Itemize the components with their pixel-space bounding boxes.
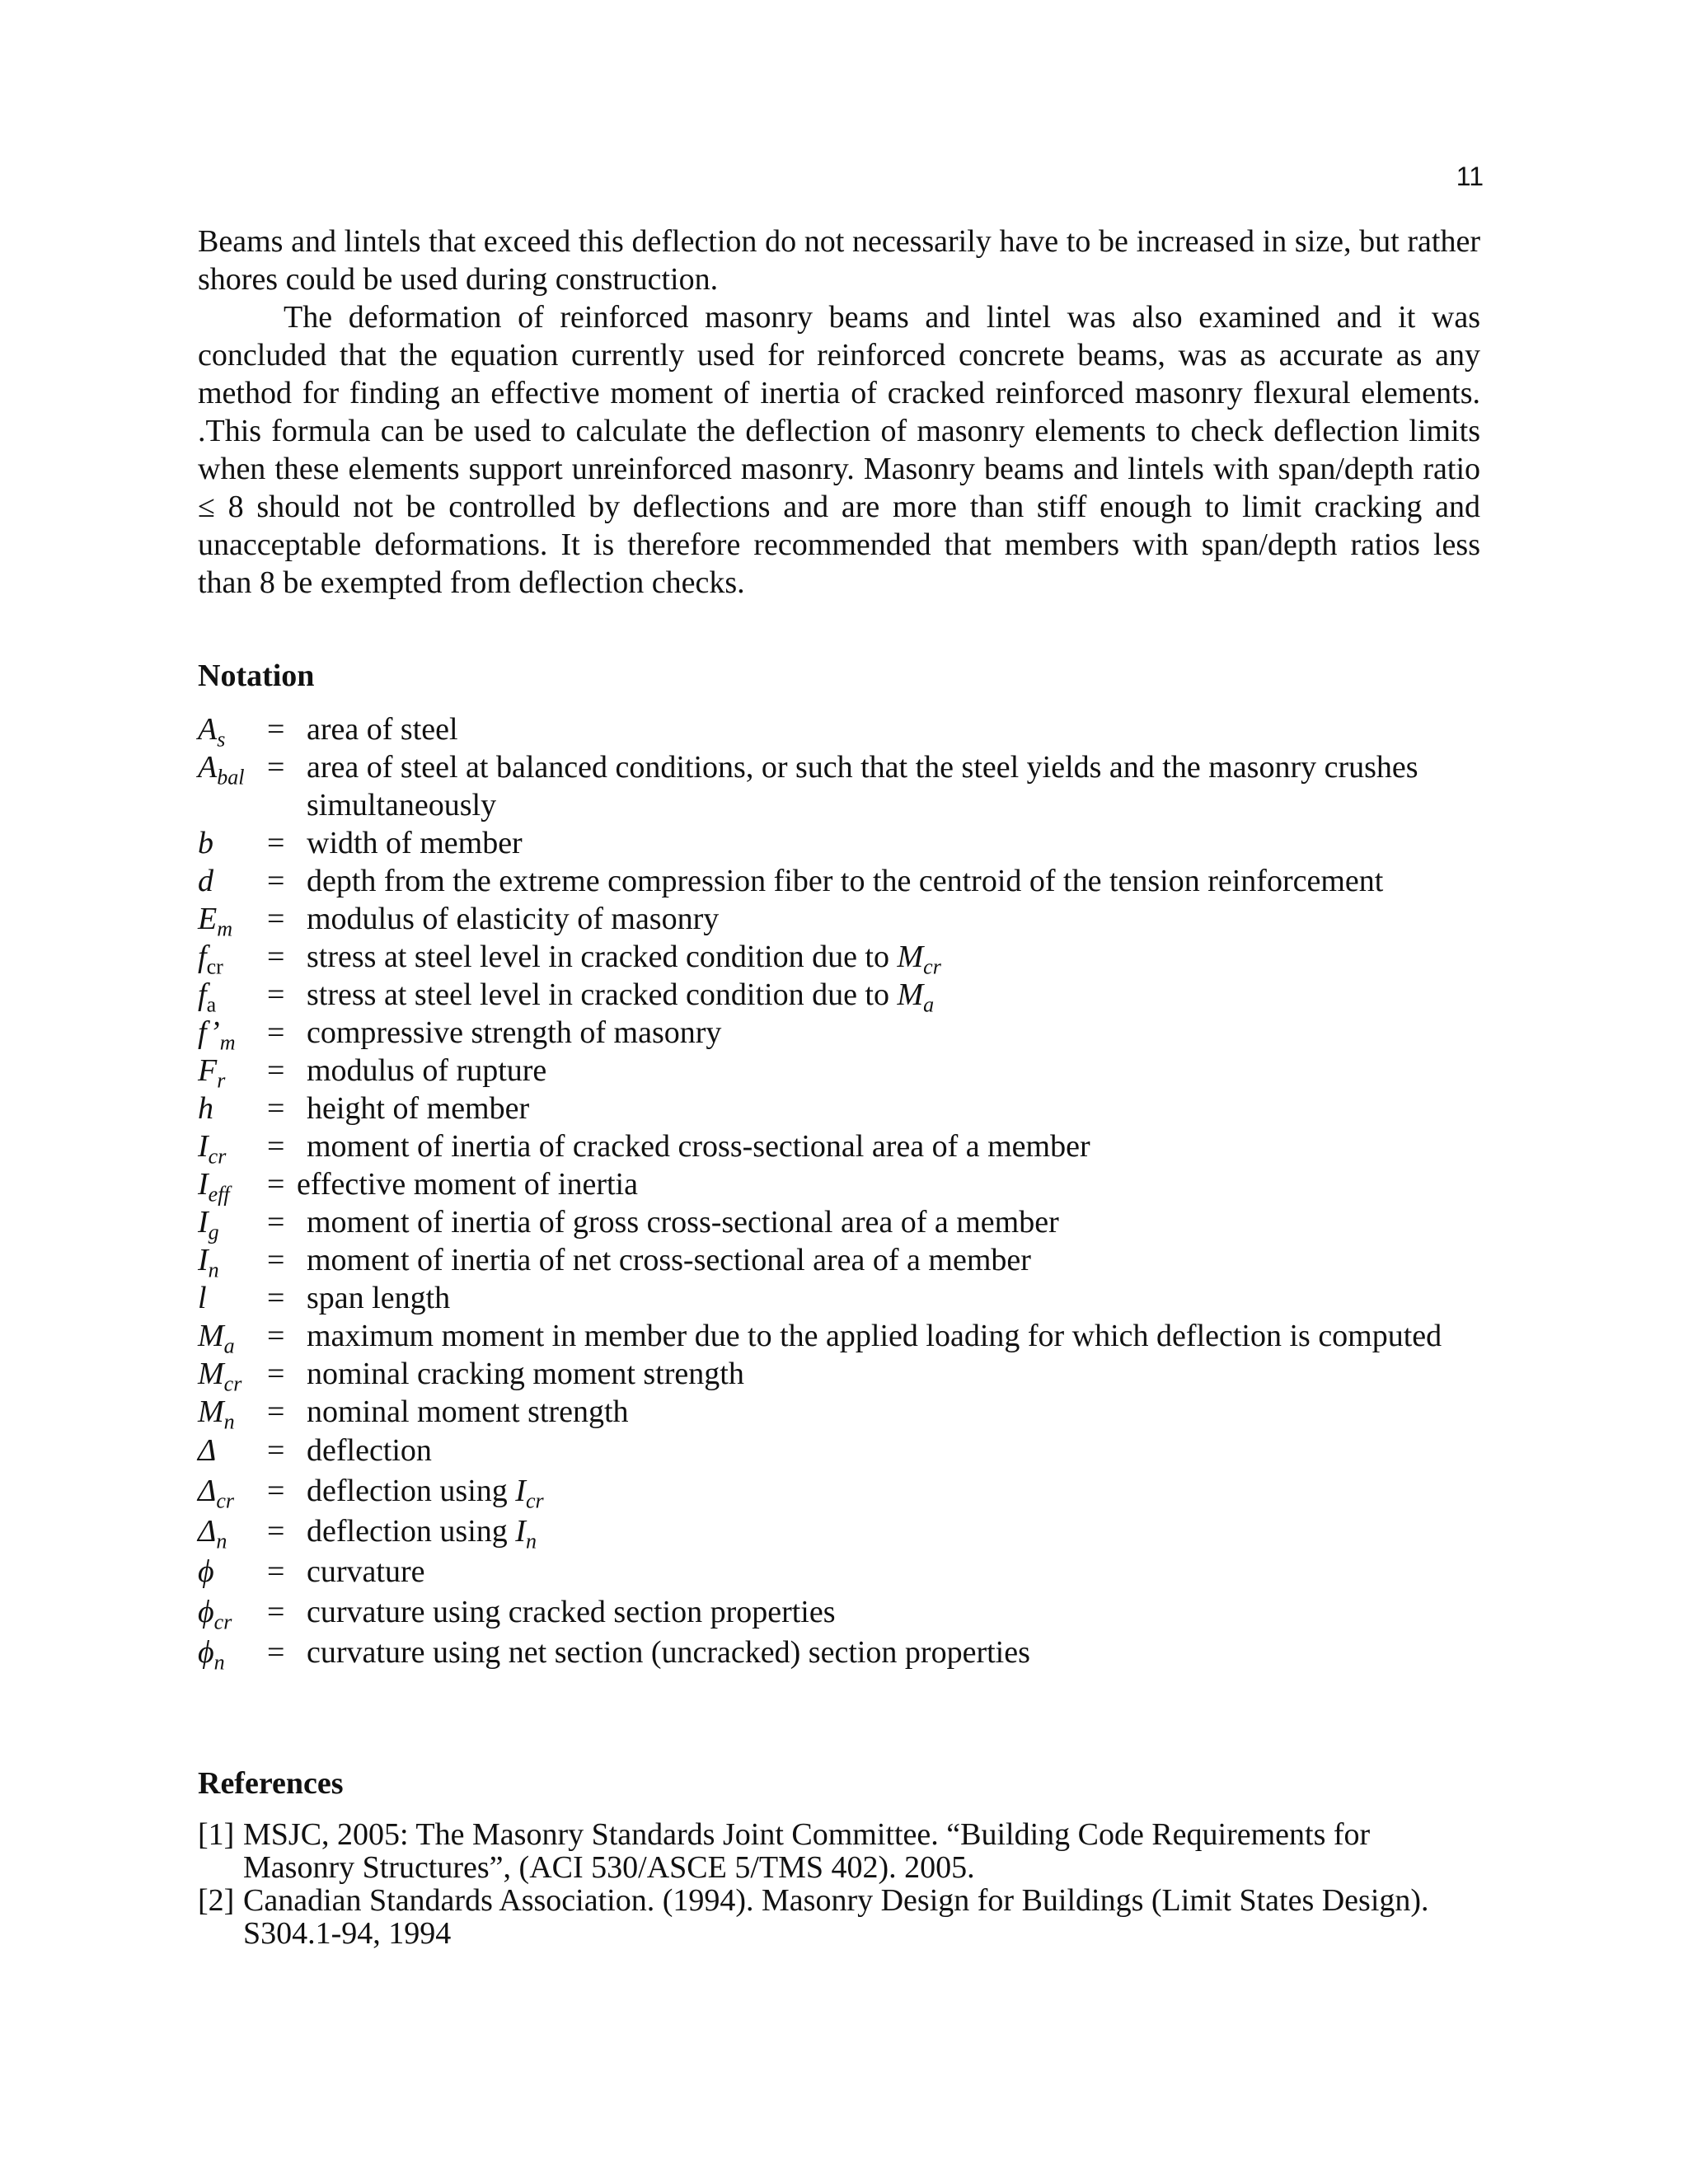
- notation-definition: stress at steel level in cracked condition due to $M_{cr}$: [307, 940, 941, 979]
- notation-definition: area of steel: [307, 712, 458, 747]
- notation-definition: deflection using $I_n$: [307, 1514, 537, 1554]
- notation-entry: [198, 1633, 1492, 1673]
- notation-entry: [198, 1511, 1492, 1552]
- equals-sign: =: [267, 1554, 285, 1589]
- notation-list: [198, 710, 1492, 1673]
- notation-definition: depth from the extreme compression fiber to the centroid of the tension reinforcement: [307, 864, 1384, 898]
- notation-symbol: Δ: [198, 1433, 217, 1468]
- notation-symbol: $f_{cr}$: [198, 940, 223, 979]
- reference-text: MSJC, 2005: The Masonry Standards Joint Committee. “Building Code Requirements for Masonry Structures”, (ACI 530/ASCE 5/TMS 402). 2005.: [243, 1817, 1371, 1885]
- notation-definition: width of member: [307, 826, 523, 860]
- notation-definition: area of steel at balanced conditions, or such that the steel yields and the masonry crushes simultaneously: [307, 750, 1418, 823]
- notation-symbol: $M_a$: [198, 1319, 235, 1358]
- notation-entry: [198, 748, 1492, 824]
- reference-number: [2]: [198, 1883, 235, 1918]
- equals-sign: =: [267, 712, 285, 747]
- reference-list: [198, 1818, 1484, 1950]
- notation-definition: compressive strength of masonry: [307, 1015, 722, 1050]
- notation-definition: modulus of elasticity of masonry: [307, 902, 720, 936]
- notation-definition: maximum moment in member due to the applied loading for which deflection is computed: [307, 1319, 1442, 1353]
- notation-symbol: $M_n$: [198, 1394, 235, 1434]
- notation-entry: [198, 1279, 1492, 1317]
- references-heading: References: [198, 1766, 344, 1801]
- notation-definition: stress at steel level in cracked condition due to $M_a$: [307, 977, 935, 1017]
- notation-definition: deflection using $I_{cr}$: [307, 1474, 544, 1513]
- notation-symbol: $\Delta_n$: [198, 1514, 227, 1554]
- notation-symbol: $\phi_n$: [198, 1635, 225, 1675]
- notation-definition: nominal moment strength: [307, 1394, 629, 1429]
- notation-definition: nominal cracking moment strength: [307, 1357, 744, 1391]
- notation-entry: [198, 1317, 1492, 1358]
- paragraph: The deformation of reinforced masonry beams and lintel was also examined and it was concluded that the equation currently used for reinforced concrete beams, was as accurate as any method for finding an effective moment of inertia of cracked reinforced masonry flexural elements. .This formula can be used to calculate the deflection of masonry elements to check deflection limits when these elements support unreinforced masonry. Masonry beams and lintels with span/depth ratio ≤ 8 should not be controlled by deflections and are more than stiff enough to limit cracking and unacceptable deformations. It is therefore recommended that members with span/depth ratios less than 8 be exempted from deflection checks.: [198, 300, 1480, 600]
- equals-sign: =: [267, 826, 285, 860]
- equals-sign: =: [267, 902, 285, 936]
- notation-symbol: d: [198, 864, 213, 898]
- equals-sign: =: [267, 1635, 285, 1670]
- notation-entry: [198, 1355, 1492, 1396]
- page-number: 11: [1456, 162, 1484, 191]
- notation-symbol: $F_r$: [198, 1053, 226, 1093]
- equals-sign: =: [267, 977, 285, 1012]
- equals-sign: =: [267, 1474, 285, 1508]
- notation-entry: [198, 1014, 1492, 1055]
- equals-sign: =: [267, 1319, 285, 1353]
- equals-sign: =: [267, 1357, 285, 1391]
- equals-sign: =: [267, 1433, 285, 1468]
- notation-symbol: $M_{cr}$: [198, 1357, 242, 1396]
- equals-sign: =: [267, 864, 285, 898]
- notation-symbol: $\Delta_{cr}$: [198, 1474, 234, 1513]
- notation-entry: [198, 1127, 1492, 1169]
- reference-item: [198, 1884, 1484, 1950]
- reference-number: [1]: [198, 1817, 235, 1852]
- notation-definition: span length: [307, 1281, 451, 1315]
- notation-entry: [198, 1393, 1492, 1434]
- notation-entry: [198, 1203, 1492, 1244]
- notation-heading: Notation: [198, 658, 315, 693]
- equals-sign: =: [267, 750, 285, 785]
- notation-definition: moment of inertia of net cross-sectional area of a member: [307, 1243, 1031, 1277]
- notation-symbol: $A_{bal}$: [198, 750, 245, 790]
- notation-symbol: $I_{eff}$: [198, 1167, 230, 1207]
- notation-definition: moment of inertia of cracked cross-sectional area of a member: [307, 1129, 1090, 1164]
- notation-entry: [198, 824, 1492, 862]
- notation-definition: height of member: [307, 1091, 530, 1126]
- equals-sign: =: [267, 1394, 285, 1429]
- notation-entry: [198, 862, 1492, 900]
- paragraph: Beams and lintels that exceed this deflection do not necessarily have to be increased in size, but rather shores could be used during construction.: [198, 224, 1480, 297]
- notation-symbol: $f_a$: [198, 977, 217, 1017]
- notation-symbol: l: [198, 1281, 207, 1315]
- equals-sign: =: [267, 1167, 285, 1202]
- equals-sign: =: [267, 1205, 285, 1240]
- notation-symbol: b: [198, 826, 213, 860]
- equals-sign: =: [267, 1015, 285, 1050]
- notation-definition: curvature using net section (uncracked) section properties: [307, 1635, 1030, 1670]
- reference-item: [198, 1818, 1484, 1884]
- equals-sign: =: [267, 1053, 285, 1088]
- notation-symbol: $E_m$: [198, 902, 232, 941]
- notation-definition: moment of inertia of gross cross-sectional area of a member: [307, 1205, 1059, 1240]
- notation-entry: [198, 938, 1492, 979]
- notation-symbol: ϕ: [198, 1554, 214, 1589]
- notation-entry: [198, 900, 1492, 941]
- notation-entry: [198, 1552, 1492, 1592]
- equals-sign: =: [267, 1281, 285, 1315]
- notation-symbol: $A_s$: [198, 712, 226, 752]
- notation-entry: [198, 710, 1492, 752]
- notation-entry: [198, 1241, 1492, 1282]
- notation-entry: [198, 1165, 1492, 1207]
- notation-symbol: $I_{cr}$: [198, 1129, 227, 1169]
- equals-sign: =: [267, 1129, 285, 1164]
- notation-symbol: $\phi_{cr}$: [198, 1595, 232, 1634]
- notation-symbol: $I_n$: [198, 1243, 219, 1282]
- equals-sign: =: [267, 940, 285, 974]
- notation-definition: curvature: [307, 1554, 425, 1589]
- notation-definition: effective moment of inertia: [297, 1167, 638, 1202]
- notation-definition: curvature using cracked section properties: [307, 1595, 836, 1629]
- reference-text: Canadian Standards Association. (1994). Masonry Design for Buildings (Limit States Design). S304.1-94, 1994: [243, 1883, 1429, 1951]
- equals-sign: =: [267, 1243, 285, 1277]
- notation-definition: deflection: [307, 1433, 432, 1468]
- notation-symbol: $f’_m$: [198, 1015, 236, 1055]
- notation-entry: [198, 1592, 1492, 1633]
- notation-definition: modulus of rupture: [307, 1053, 547, 1088]
- notation-symbol: $I_g$: [198, 1205, 219, 1244]
- equals-sign: =: [267, 1091, 285, 1126]
- notation-entry: [198, 1471, 1492, 1511]
- equals-sign: =: [267, 1514, 285, 1549]
- body-text: [198, 223, 1480, 602]
- equals-sign: =: [267, 1595, 285, 1629]
- notation-entry: [198, 1052, 1492, 1093]
- notation-symbol: h: [198, 1091, 213, 1126]
- notation-entry: [198, 976, 1492, 1017]
- notation-entry: [198, 1090, 1492, 1127]
- notation-entry: [198, 1431, 1492, 1471]
